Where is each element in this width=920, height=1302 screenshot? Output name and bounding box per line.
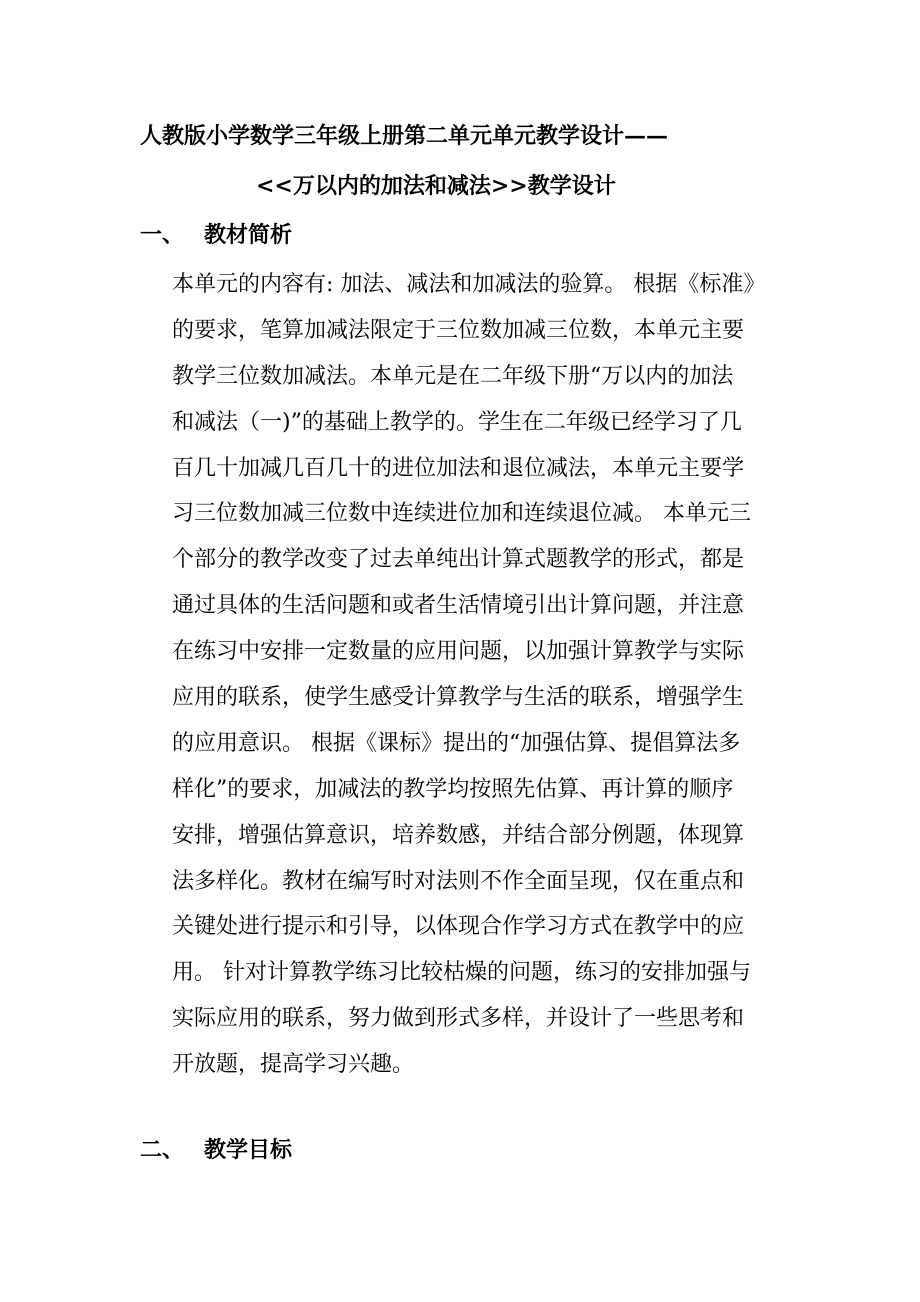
paragraph-line: 安排，增强估算意识，培养数感，并结合部分例题，体现算: [172, 822, 745, 848]
section-number-2: 二、: [140, 1137, 185, 1163]
paragraph-line: 的应用意识。 根据《课标》提出的“加强估算、提倡算法多: [172, 730, 741, 756]
paragraph-line: 个部分的教学改变了过去单纯出计算式题教学的形式，都是: [172, 547, 745, 573]
section-number-1: 一、: [140, 222, 185, 248]
section-heading-2: [140, 1135, 292, 1165]
paragraph-line: 样化”的要求，加减法的教学均按照先估算、再计算的顺序: [172, 776, 734, 802]
paragraph-line: 百几十加减几百几十的进位加法和退位减法，本单元主要学: [172, 455, 745, 481]
paragraph-line: 关键处进行提示和引导，以体现合作学习方式在教学中的应: [172, 914, 745, 940]
paragraph-line: 开放题，提高学习兴趣。: [172, 1052, 415, 1078]
section-title-2: 教学目标: [204, 1137, 293, 1163]
section-heading-1: [140, 220, 292, 250]
section-title-1: 教材简析: [204, 222, 293, 248]
paragraph-line: 用。 针对计算教学练习比较枯燥的问题，练习的安排加强与: [172, 960, 751, 986]
paragraph-line: 应用的联系，使学生感受计算教学与生活的联系，增强学生: [172, 685, 745, 711]
paragraph-line: 教学三位数加减法。本单元是在二年级下册“万以内的加法: [172, 363, 734, 389]
paragraph-line: 在练习中安排一定数量的应用问题，以加强计算教学与实际: [172, 639, 745, 665]
document-title-line-2: <<万以内的加法和减法>>教学设计: [256, 173, 616, 199]
paragraph-line: 实际应用的联系，努力做到形式多样，并设计了一些思考和: [172, 1006, 745, 1032]
paragraph-line: 本单元的内容有: 加法、减法和加减法的验算。 根据《标准》: [172, 272, 766, 297]
paragraph-line: 和减法（一)”的基础上教学的。学生在二年级已经学习了几: [172, 409, 742, 435]
document-title-line-1: 人教版小学数学三年级上册第二单元单元教学设计——: [140, 123, 669, 149]
paragraph-line: 通过具体的生活问题和或者生活情境引出计算问题，并注意: [172, 593, 745, 619]
paragraph-line: 法多样化。教材在编写时对法则不作全面呈现，仅在重点和: [172, 868, 745, 894]
paragraph-line: 的要求，笔算加减法限定于三位数加减三位数，本单元主要: [172, 317, 745, 343]
paragraph-line: 习三位数加减三位数中连续进位加和连续退位减。 本单元三: [172, 501, 751, 527]
section-1-paragraph: [172, 262, 800, 1088]
